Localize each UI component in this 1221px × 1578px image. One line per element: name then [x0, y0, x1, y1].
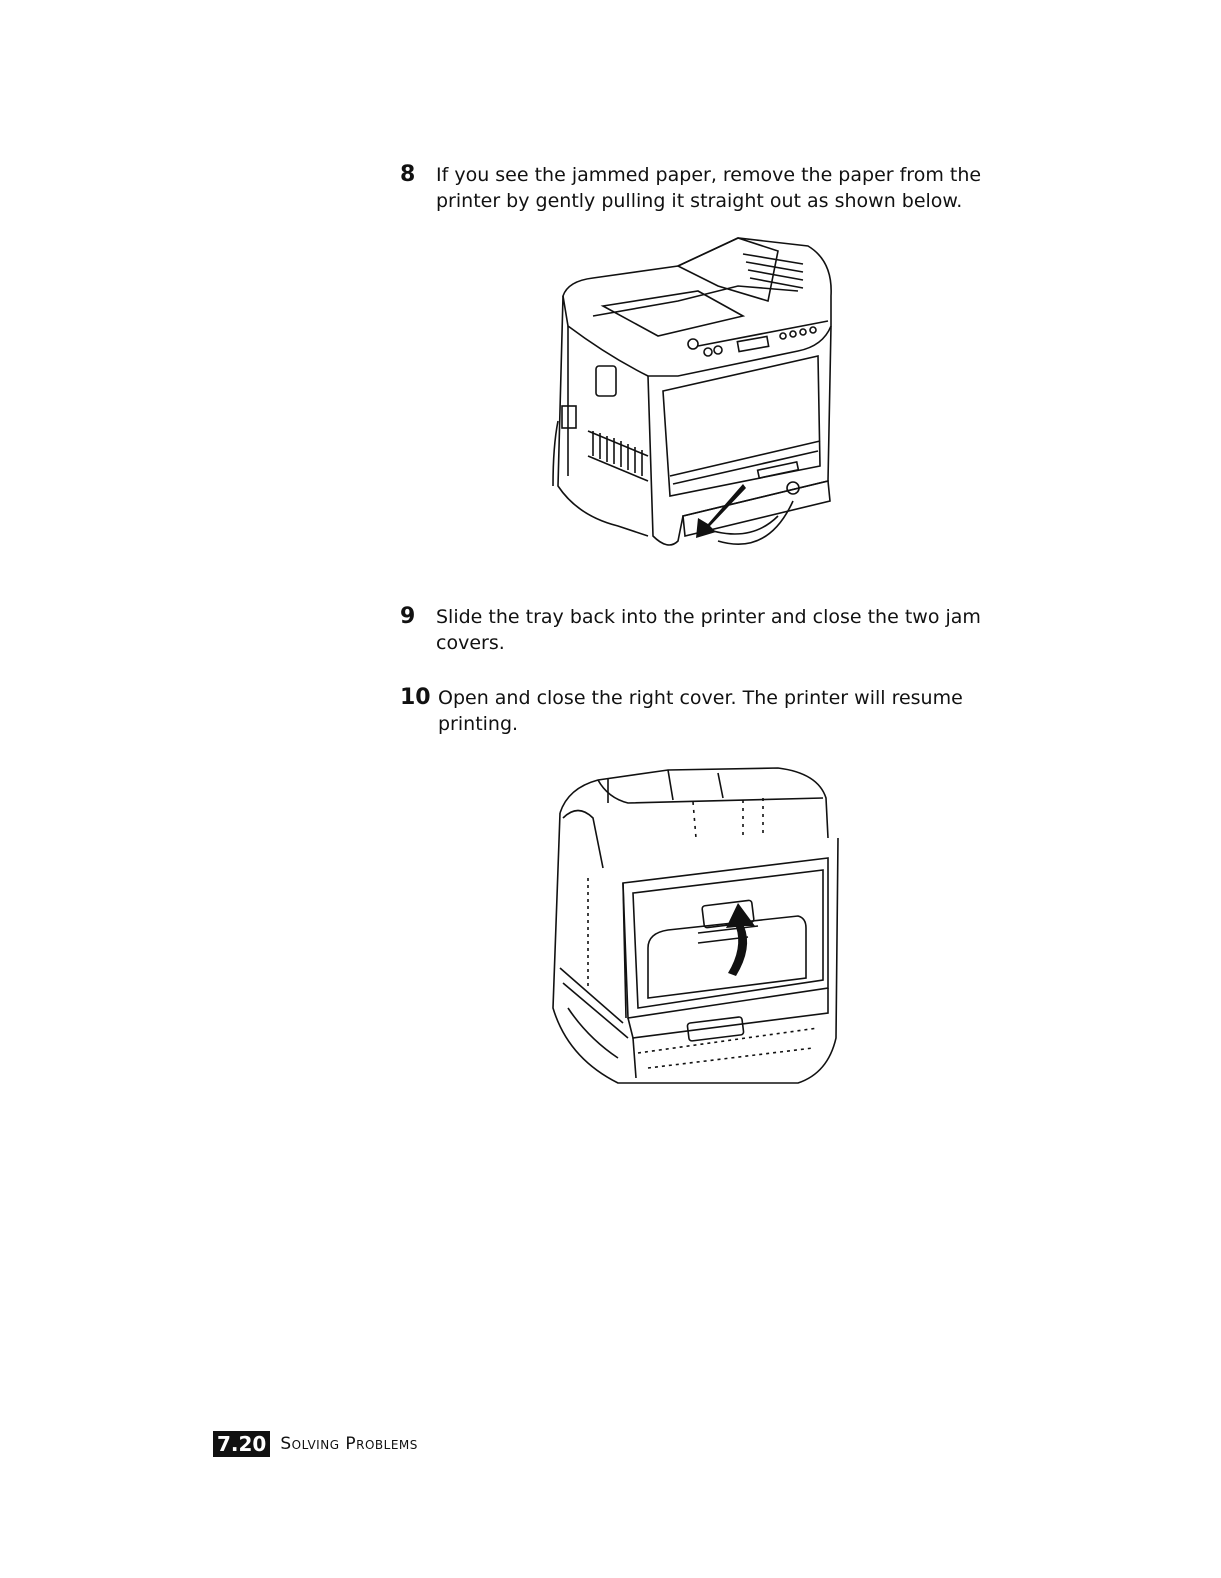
step-line: If you see the jammed paper, remove the paper from the [436, 164, 982, 186]
step-9 [400, 604, 1000, 656]
step-line: Slide the tray back into the printer and close the two jam [436, 606, 981, 628]
step-line: printing. [438, 713, 519, 735]
step-text [436, 162, 1000, 214]
printer-close-cover-illustration [548, 758, 843, 1088]
page-number: 7.20 [213, 1431, 270, 1457]
step-line: printer by gently pulling it straight out as shown below. [436, 190, 963, 212]
step-line: Open and close the right cover. The printer will resume [438, 687, 963, 709]
step-10 [400, 685, 1000, 737]
step-text [436, 604, 1000, 656]
printer-pull-paper-illustration [548, 226, 843, 556]
step-line: covers. [436, 632, 505, 654]
step-number: 9 [400, 604, 416, 629]
step-number: 8 [400, 162, 416, 187]
step-number: 10 [400, 685, 431, 710]
section-title: Solving Problems [280, 1434, 418, 1454]
step-8 [400, 162, 1000, 214]
step-text [438, 685, 1000, 737]
page-footer [213, 1431, 418, 1457]
